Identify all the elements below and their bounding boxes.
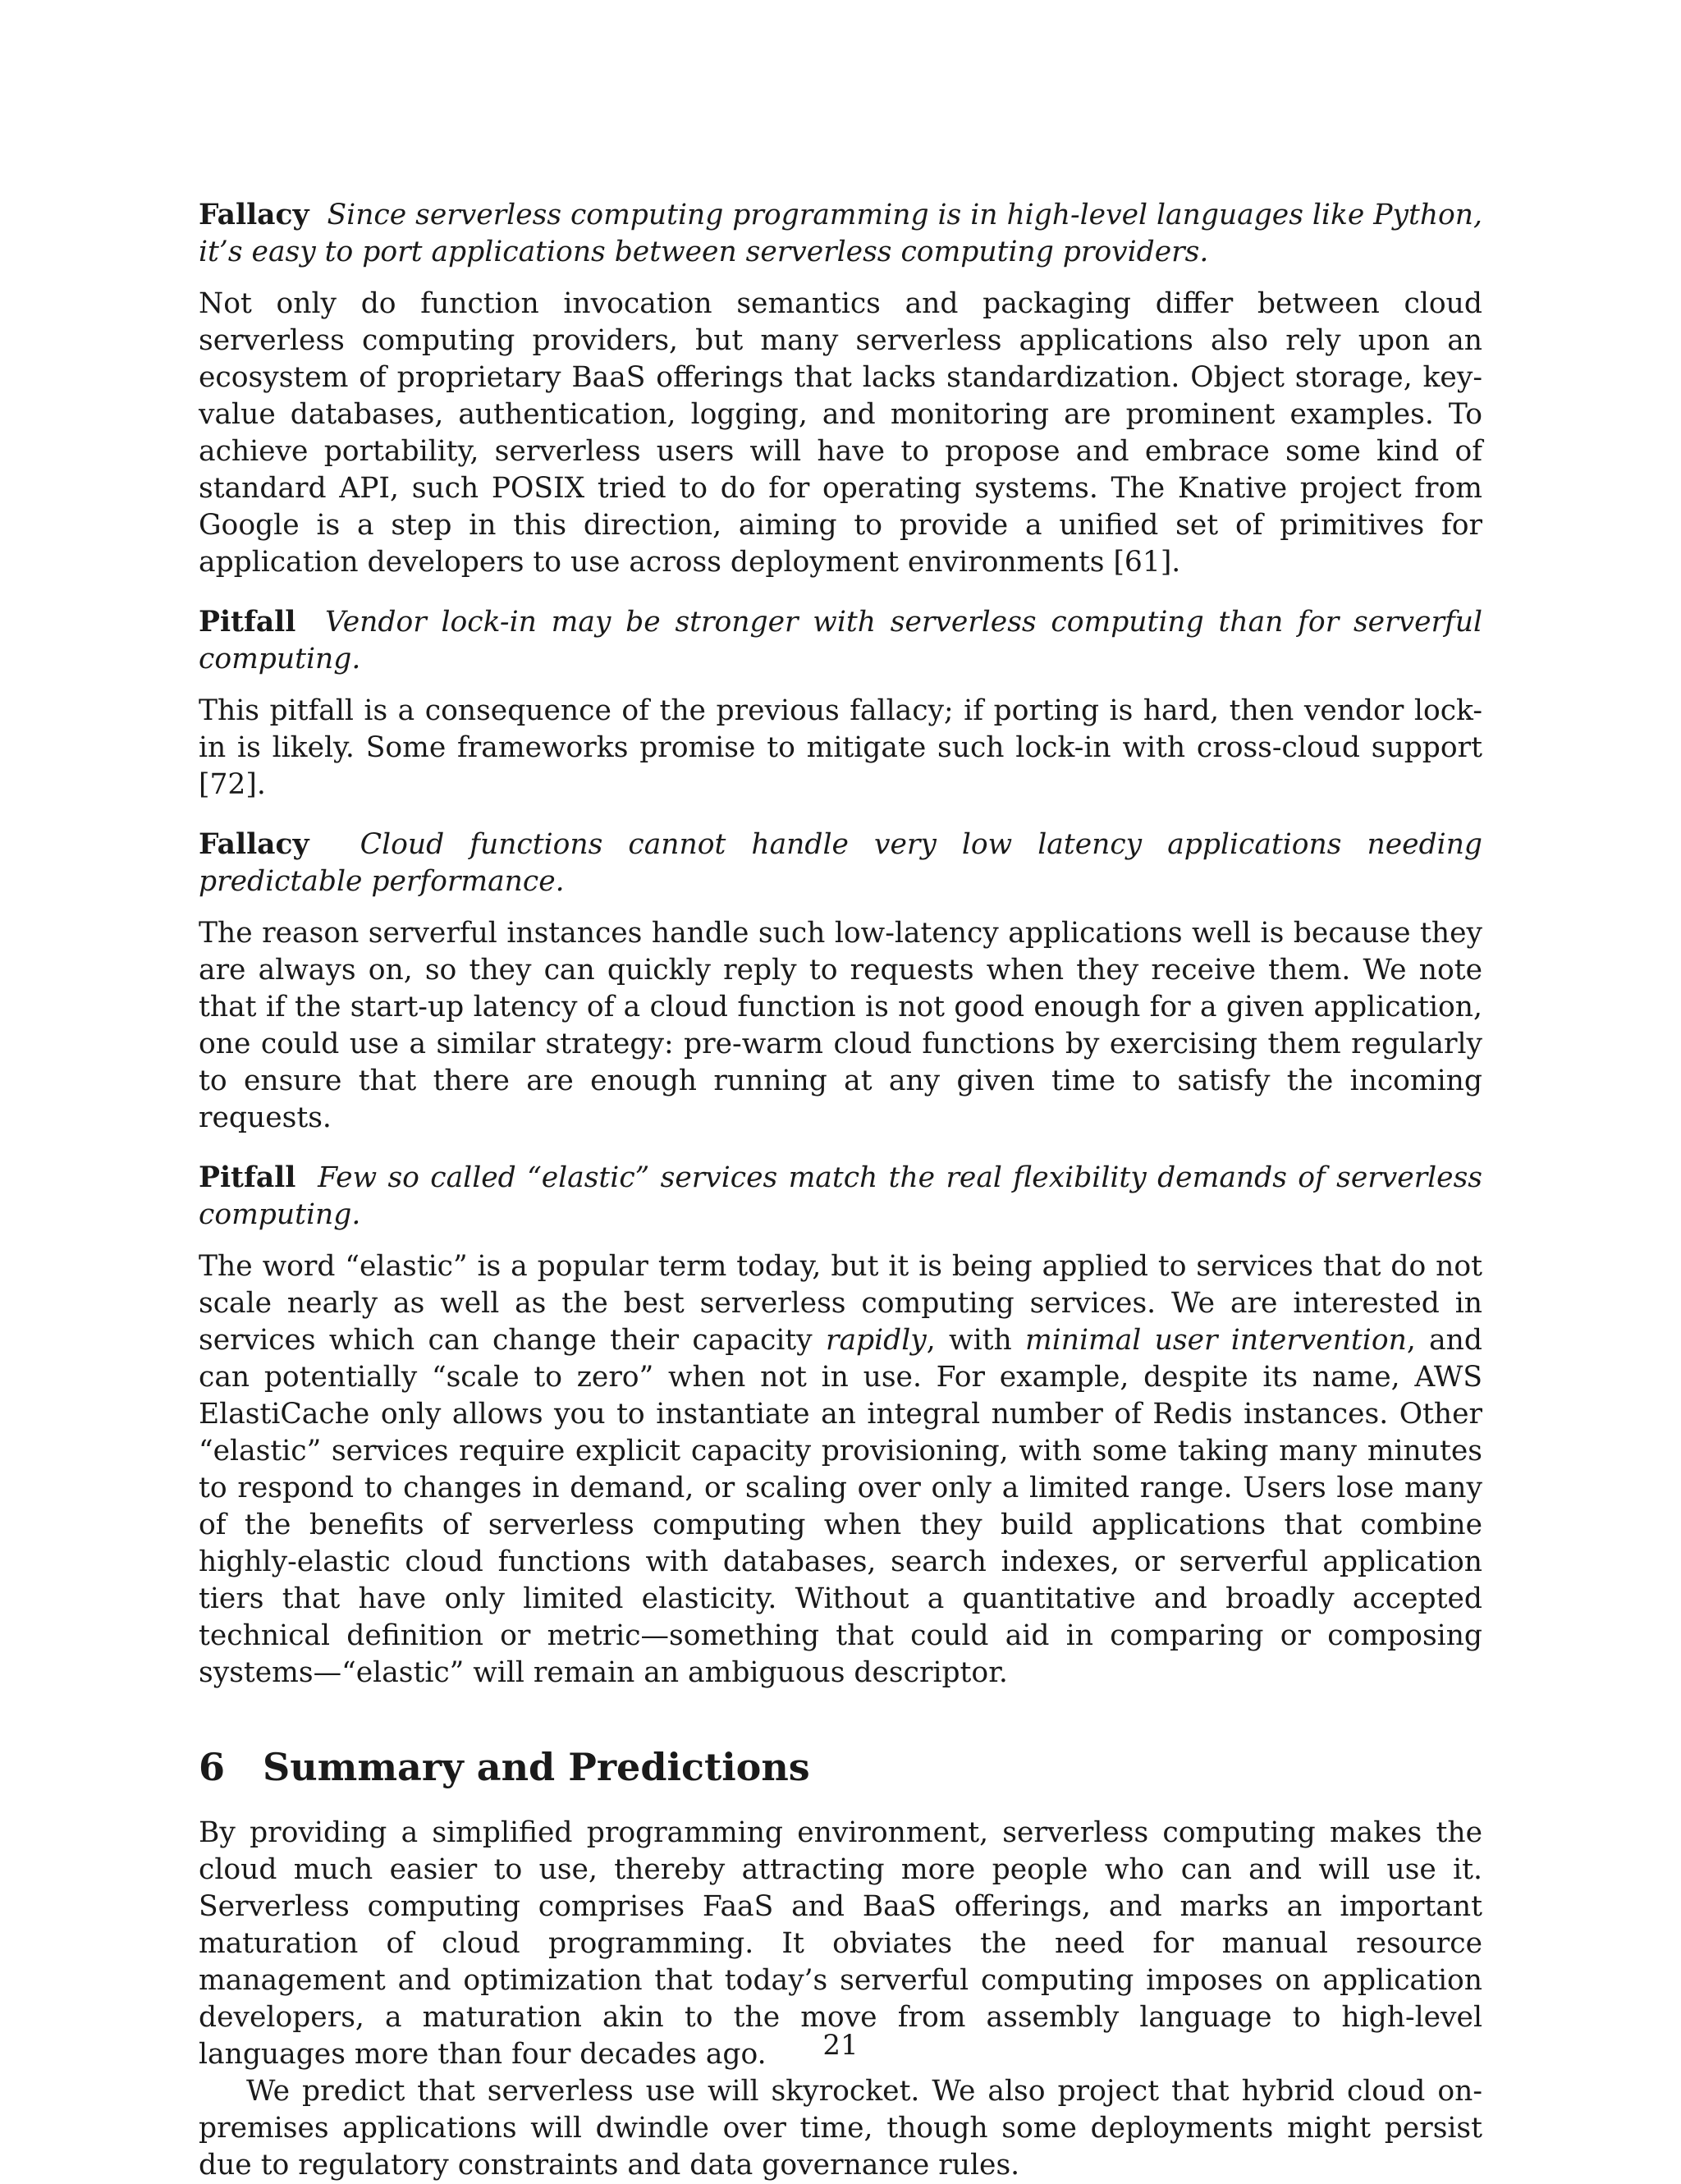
body-paragraph: Not only do function invocation semantics and packaging differ between cloud serverless computing providers, but many serverless applications also rely upon an ecosystem of proprietary BaaS offerings that lacks standardization. Object storage, key-value databases, authentication, logging, and monitoring are prominent examples. To achieve portability, serverless users will have to propose and embrace some kind of standard API, such POSIX tried to do for operating systems. The Knative project from Google is a step in this direction, aiming to provide a unified set of primitives for application developers to use across deployment environments [61].: [199, 287, 1482, 579]
body-paragraph: This pitfall is a consequence of the previous fallacy; if porting is hard, then vendor lock-in is likely. Some frameworks promise to mitigate such lock-in with cross-cloud support [72].: [199, 694, 1482, 801]
page-content: [199, 197, 1482, 2184]
text-run: , with: [926, 1324, 1026, 1357]
section-heading: [199, 1744, 1482, 1790]
claim-text: Since serverless computing programming is in high-level languages like Python, it’s easy to port applications between serverless computing providers.: [199, 199, 1482, 268]
label-pitfall: Pitfall: [199, 1161, 296, 1194]
fallacy-heading-1: [199, 197, 1482, 271]
text-run: , and can potentially “scale to zero” when not in use. For example, despite its name, AWS ElastiCache only allows you to instantiate an integral number of Redis instances. Other “elastic” services require explicit capacity provisioning, with some taking many minutes to respond to changes in demand, or scaling over only a limited range. Users lose many of the benefits of serverless computing when they build applications that combine highly-elastic cloud functions with databases, search indexes, or serverful application tiers that have only limited elasticity. Without a quantitative and broadly accepted technical definition or metric—something that could aid in comparing or composing systems—“elastic” will remain an ambiguous descriptor.: [199, 1324, 1482, 1689]
label-fallacy: Fallacy: [199, 828, 309, 861]
pitfall-heading-2: [199, 1160, 1482, 1234]
claim-text: Cloud functions cannot handle very low latency applications needing predictable performance.: [199, 828, 1482, 898]
body-paragraph: [199, 1248, 1482, 1692]
text-run: The word “elastic” is a popular term today, but it is being applied to services that do not scale nearly as well as the best serverless computing services. We are interested in services which can change their capacity: [199, 1250, 1482, 1357]
section-number: 6: [199, 1745, 226, 1789]
summary-paragraph-2: We predict that serverless use will skyrocket. We also project that hybrid cloud on-premises applications will dwindle over time, though some deployments might persist due to regulatory constraints and data governance rules.: [199, 2075, 1482, 2182]
fallacy-heading-2: [199, 826, 1482, 900]
summary-paragraph-1: By providing a simplified programming environment, serverless computing makes the cloud much easier to use, thereby attracting more people who can and will use it. Serverless computing comprises FaaS and BaaS offerings, and marks an important maturation of cloud programming. It obviates the need for manual resource management and optimization that today’s serverful computing imposes on application developers, a maturation akin to the move from assembly language to high-level languages more than four decades ago.: [199, 1816, 1482, 2071]
label-fallacy: Fallacy: [199, 199, 309, 231]
emphasis-text: rapidly: [825, 1324, 927, 1357]
claim-text: Vendor lock-in may be stronger with serverless computing than for serverful computing.: [199, 606, 1483, 675]
body-paragraph: The reason serverful instances handle such low-latency applications well is because they are always on, so they can quickly reply to requests when they receive them. We note that if the start-up latency of a cloud function is not good enough for a given application, one could use a similar strategy: pre-warm cloud functions by exercising them regularly to ensure that there are enough running at any given time to satisfy the incoming requests.: [199, 917, 1482, 1134]
pitfall-heading-1: [199, 604, 1482, 678]
label-pitfall: Pitfall: [199, 606, 296, 639]
claim-text: Few so called “elastic” services match the real flexibility demands of serverless computing.: [199, 1161, 1482, 1231]
section-title: Summary and Predictions: [263, 1745, 810, 1789]
emphasis-text: minimal user intervention: [1025, 1324, 1407, 1357]
page-number: 21: [822, 2029, 859, 2062]
